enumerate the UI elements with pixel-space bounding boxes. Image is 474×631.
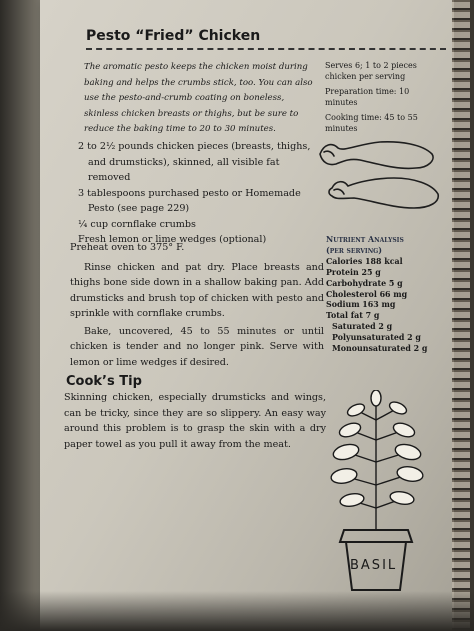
cooks-tip-heading: Cook’s Tip — [66, 374, 142, 389]
ingredient-1-line-2: and drumsticks), skinned, all visible fat — [88, 156, 280, 168]
ingredient-3: ¼ cup cornflake crumbs — [78, 218, 196, 230]
nutrient-subheading: (per serving) — [326, 245, 383, 255]
cooks-tip-body: Skinning chicken, especially drumsticks and wings, can be tricky, since they are so slippery. An easy way around this problem is to grasp the skin with a dry paper towel as you pull it away from the meat. — [64, 392, 326, 450]
recipe-intro: The aromatic pesto keeps the chicken moist during baking and helps the crumbs stick, too. You can also use the pesto-and-crumb coating on boneless, skinless chicken breasts or thighs, but be sure to reduce the baking time to 20 to 30 minutes. — [84, 62, 313, 134]
ingredient-4: Fresh lemon or lime wedges (optional) — [78, 234, 267, 245]
ingredient-2-line-2: Pesto (see page 229) — [88, 203, 190, 214]
directions — [70, 240, 324, 372]
direction-step-2: Rinse chicken and pat dry. Place breasts and thighs bone side down in a shallow baking pan. Add drumsticks and brush top of chicken with pesto and sprinkle with cornflake crumbs. — [70, 261, 324, 319]
nutrient-monounsaturated: Monounsaturated 2 g — [332, 344, 428, 354]
cook-time: Cooking time: 45 to 55 minutes — [325, 113, 418, 133]
spiral-binding — [452, 0, 470, 631]
nutrient-heading: Nutrient Analysis — [326, 235, 404, 244]
ingredient-1-line-3: removed — [88, 172, 131, 183]
direction-step-3: Bake, uncovered, 45 to 55 minutes or until chicken is tender and no longer pink. Serve with lemon or lime wedges if desired. — [70, 325, 324, 368]
direction-step-1: Preheat oven to 375° F. — [70, 242, 185, 253]
nutrient-saturated: Saturated 2 g — [332, 322, 393, 332]
nutrient-total-fat: Total fat 7 g — [326, 311, 380, 321]
drumstick-illustration — [318, 138, 444, 222]
nutrient-protein: Protein 25 g — [326, 267, 381, 277]
nutrient-polyunsaturated: Polyunsaturated 2 g — [332, 333, 421, 343]
servings: Serves 6; 1 to 2 pieces chicken per serving — [325, 61, 417, 81]
title-divider — [86, 48, 446, 50]
nutrient-carbohydrate: Carbohydrate 5 g — [326, 278, 403, 288]
pot-label: BASIL — [350, 558, 398, 573]
nutrient-cholesterol: Cholesterol 66 mg — [326, 289, 408, 299]
nutrient-sodium: Sodium 163 mg — [326, 300, 396, 310]
nutrient-analysis — [326, 235, 448, 355]
prep-time: Preparation time: 10 minutes — [325, 87, 410, 107]
ingredients-list — [78, 139, 314, 248]
bottom-shadow — [0, 591, 474, 631]
nutrient-calories: Calories 188 kcal — [326, 256, 403, 266]
ingredient-1-line-1: 2 to 2½ pounds chicken pieces (breasts, thighs, — [78, 141, 311, 152]
recipe-title: Pesto “Fried” Chicken — [86, 28, 261, 44]
recipe-meta — [325, 60, 443, 138]
ingredient-2-line-1: 3 tablespoons purchased pesto or Homemade — [78, 187, 301, 199]
